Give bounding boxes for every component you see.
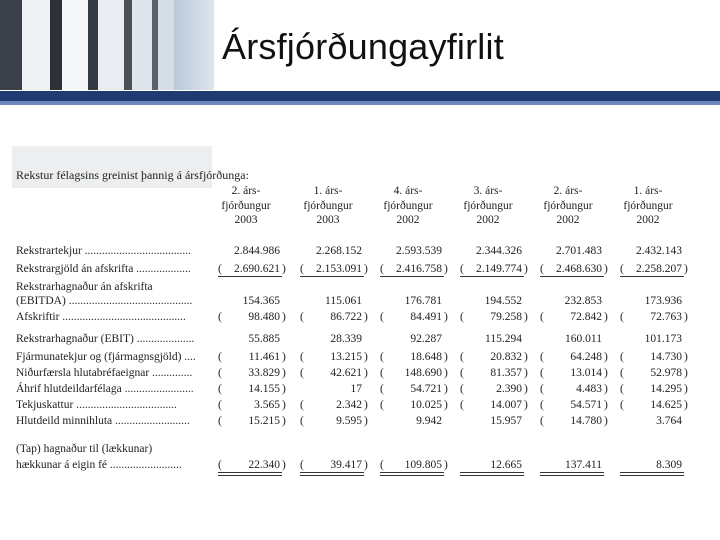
paren-open: ( bbox=[540, 263, 544, 275]
cell-value: 232.853 bbox=[564, 295, 602, 307]
row-label: hækkunar á eigin fé ......................... bbox=[16, 459, 182, 471]
paren-close: ) bbox=[524, 351, 528, 363]
paren-open: ( bbox=[540, 415, 544, 427]
cell-value: 101.173 bbox=[644, 333, 682, 345]
cell-value: 2.593.539 bbox=[396, 245, 442, 257]
cell-value: 115.294 bbox=[485, 333, 522, 345]
paren-close: ) bbox=[364, 351, 368, 363]
paren-open: ( bbox=[218, 311, 222, 323]
paren-open: ( bbox=[218, 459, 222, 471]
cell-value: 115.061 bbox=[325, 295, 362, 307]
column-header-line: fjórðungur bbox=[543, 199, 593, 212]
building-photo bbox=[0, 0, 214, 90]
cell-value: 2.416.758 bbox=[396, 263, 442, 275]
column-header bbox=[369, 184, 447, 228]
column-header-line: 4. árs- bbox=[393, 185, 423, 197]
paren-open: ( bbox=[380, 351, 384, 363]
cell-value: 17 bbox=[350, 383, 362, 395]
cell-value: 14.780 bbox=[570, 415, 602, 427]
column-header-line: 2002 bbox=[556, 214, 580, 226]
total-underline bbox=[540, 472, 604, 473]
cell-value: 98.480 bbox=[248, 311, 280, 323]
cell-value: 39.417 bbox=[330, 459, 362, 471]
column-header-line: fjórðungur bbox=[463, 199, 513, 212]
row-label: (EBITDA) ........................................... bbox=[16, 295, 193, 307]
paren-close: ) bbox=[604, 263, 608, 275]
paren-open: ( bbox=[620, 367, 624, 379]
paren-open: ( bbox=[300, 263, 304, 275]
paren-close: ) bbox=[604, 367, 608, 379]
paren-close: ) bbox=[684, 351, 688, 363]
subtotal-underline bbox=[460, 276, 524, 277]
paren-close: ) bbox=[282, 383, 286, 395]
cell-value: 54.721 bbox=[410, 383, 442, 395]
cell-value: 14.007 bbox=[490, 399, 522, 411]
paren-open: ( bbox=[460, 383, 464, 395]
column-header-line: fjórðungur bbox=[383, 199, 433, 212]
paren-close: ) bbox=[282, 263, 286, 275]
paren-open: ( bbox=[380, 263, 384, 275]
column-header-line: 2. árs- bbox=[553, 185, 583, 197]
column-header bbox=[449, 184, 527, 228]
paren-close: ) bbox=[524, 367, 528, 379]
cell-value: 22.340 bbox=[248, 459, 280, 471]
cell-value: 11.461 bbox=[248, 351, 280, 363]
column-header bbox=[289, 184, 367, 228]
cell-value: 33.829 bbox=[248, 367, 280, 379]
paren-open: ( bbox=[380, 311, 384, 323]
cell-value: 109.805 bbox=[404, 459, 442, 471]
row-label: (Tap) hagnaður til (lækkunar) bbox=[16, 443, 153, 455]
total-underline bbox=[300, 472, 364, 473]
paren-close: ) bbox=[684, 399, 688, 411]
paren-open: ( bbox=[300, 367, 304, 379]
row-label: Rekstrartekjur ..................................... bbox=[16, 245, 192, 257]
cell-value: 79.258 bbox=[490, 311, 522, 323]
paren-open: ( bbox=[380, 399, 384, 411]
total-underline bbox=[620, 475, 684, 476]
paren-close: ) bbox=[364, 263, 368, 275]
header-rule-accent bbox=[0, 101, 720, 105]
cell-value: 2.844.986 bbox=[234, 245, 280, 257]
cell-value: 14.155 bbox=[248, 383, 280, 395]
paren-close: ) bbox=[444, 367, 448, 379]
column-header-line: 2003 bbox=[316, 214, 340, 226]
cell-value: 148.690 bbox=[404, 367, 442, 379]
paren-open: ( bbox=[620, 383, 624, 395]
paren-close: ) bbox=[684, 383, 688, 395]
cell-value: 10.025 bbox=[410, 399, 442, 411]
paren-close: ) bbox=[282, 415, 286, 427]
cell-value: 154.365 bbox=[242, 295, 280, 307]
paren-close: ) bbox=[604, 351, 608, 363]
row-label: Áhrif hlutdeildarfélaga ........................ bbox=[16, 383, 194, 395]
cell-value: 9.595 bbox=[336, 415, 362, 427]
cell-value: 2.344.326 bbox=[476, 245, 522, 257]
column-header-line: 2002 bbox=[476, 214, 500, 226]
subtotal-underline bbox=[380, 276, 444, 277]
paren-close: ) bbox=[444, 263, 448, 275]
paren-close: ) bbox=[444, 311, 448, 323]
cell-value: 2.153.091 bbox=[316, 263, 362, 275]
paren-open: ( bbox=[540, 351, 544, 363]
paren-close: ) bbox=[364, 311, 368, 323]
column-header bbox=[207, 184, 285, 228]
cell-value: 86.722 bbox=[330, 311, 362, 323]
paren-open: ( bbox=[380, 367, 384, 379]
row-label: Hlutdeild minnihluta .......................... bbox=[16, 415, 190, 427]
column-header-line: fjórðungur bbox=[623, 199, 673, 212]
cell-value: 3.764 bbox=[656, 415, 682, 427]
paren-open: ( bbox=[540, 367, 544, 379]
paren-open: ( bbox=[300, 351, 304, 363]
column-header-line: 2002 bbox=[396, 214, 420, 226]
paren-open: ( bbox=[218, 367, 222, 379]
paren-open: ( bbox=[460, 351, 464, 363]
row-label: Fjármunatekjur og (fjármagnsgjöld) .... bbox=[16, 351, 196, 363]
paren-open: ( bbox=[460, 367, 464, 379]
paren-open: ( bbox=[218, 399, 222, 411]
paren-close: ) bbox=[604, 399, 608, 411]
cell-value: 9.942 bbox=[416, 415, 442, 427]
cell-value: 176.781 bbox=[404, 295, 442, 307]
paren-close: ) bbox=[684, 367, 688, 379]
total-underline bbox=[540, 475, 604, 476]
row-label: Tekjuskattur ................................... bbox=[16, 399, 177, 411]
column-header-line: 3. árs- bbox=[473, 185, 503, 197]
subtotal-underline bbox=[620, 276, 684, 277]
cell-value: 42.621 bbox=[330, 367, 362, 379]
cell-value: 2.342 bbox=[336, 399, 362, 411]
paren-close: ) bbox=[364, 415, 368, 427]
column-header bbox=[529, 184, 607, 228]
cell-value: 92.287 bbox=[410, 333, 442, 345]
cell-value: 72.763 bbox=[650, 311, 682, 323]
paren-close: ) bbox=[524, 311, 528, 323]
column-header-line: fjórðungur bbox=[303, 199, 353, 212]
cell-value: 160.011 bbox=[565, 333, 602, 345]
column-header-line: fjórðungur bbox=[221, 199, 271, 212]
paren-close: ) bbox=[524, 383, 528, 395]
paren-open: ( bbox=[620, 399, 624, 411]
cell-value: 52.978 bbox=[650, 367, 682, 379]
paren-close: ) bbox=[364, 399, 368, 411]
paren-close: ) bbox=[524, 399, 528, 411]
total-underline bbox=[620, 472, 684, 473]
paren-close: ) bbox=[524, 263, 528, 275]
paren-open: ( bbox=[620, 351, 624, 363]
quarterly-table-scan bbox=[12, 146, 712, 476]
cell-value: 20.832 bbox=[490, 351, 522, 363]
cell-value: 64.248 bbox=[570, 351, 602, 363]
paren-close: ) bbox=[282, 399, 286, 411]
cell-value: 8.309 bbox=[656, 459, 682, 471]
total-underline bbox=[300, 475, 364, 476]
cell-value: 15.957 bbox=[490, 415, 522, 427]
cell-value: 72.842 bbox=[570, 311, 602, 323]
intro-text: Rekstur félagsins greinist þannig á ársfjórðunga: bbox=[16, 168, 249, 182]
paren-close: ) bbox=[282, 367, 286, 379]
cell-value: 13.215 bbox=[330, 351, 362, 363]
paren-open: ( bbox=[540, 399, 544, 411]
total-underline bbox=[380, 475, 444, 476]
column-header-line: 1. árs- bbox=[633, 185, 663, 197]
column-header-line: 1. árs- bbox=[313, 185, 343, 197]
paren-open: ( bbox=[620, 311, 624, 323]
subtotal-underline bbox=[540, 276, 604, 277]
column-header bbox=[609, 184, 687, 228]
cell-value: 173.936 bbox=[644, 295, 682, 307]
cell-value: 28.339 bbox=[330, 333, 362, 345]
paren-open: ( bbox=[218, 383, 222, 395]
cell-value: 2.690.621 bbox=[234, 263, 280, 275]
paren-close: ) bbox=[604, 383, 608, 395]
total-underline bbox=[218, 472, 282, 473]
paren-open: ( bbox=[218, 263, 222, 275]
row-label: Niðurfærsla hlutabréfaeignar .............. bbox=[16, 367, 193, 379]
subtotal-underline bbox=[218, 276, 282, 277]
paren-close: ) bbox=[364, 459, 368, 471]
cell-value: 194.552 bbox=[484, 295, 522, 307]
cell-value: 13.014 bbox=[570, 367, 602, 379]
paren-close: ) bbox=[604, 415, 608, 427]
paren-open: ( bbox=[460, 263, 464, 275]
cell-value: 3.565 bbox=[254, 399, 280, 411]
paren-close: ) bbox=[282, 311, 286, 323]
cell-value: 81.357 bbox=[490, 367, 522, 379]
page-title: Ársfjórðungayfirlit bbox=[222, 26, 504, 67]
cell-value: 2.258.207 bbox=[636, 263, 682, 275]
cell-value: 2.149.774 bbox=[476, 263, 522, 275]
cell-value: 2.432.143 bbox=[636, 245, 682, 257]
cell-value: 14.295 bbox=[650, 383, 682, 395]
paren-close: ) bbox=[604, 311, 608, 323]
cell-value: 2.268.152 bbox=[316, 245, 362, 257]
column-header-line: 2003 bbox=[234, 214, 258, 226]
paren-close: ) bbox=[282, 351, 286, 363]
paren-close: ) bbox=[444, 351, 448, 363]
paren-open: ( bbox=[300, 459, 304, 471]
paren-open: ( bbox=[620, 263, 624, 275]
paren-close: ) bbox=[364, 367, 368, 379]
row-label: Afskriftir ........................................... bbox=[16, 311, 186, 323]
cell-value: 54.571 bbox=[570, 399, 602, 411]
paren-open: ( bbox=[460, 399, 464, 411]
cell-value: 2.701.483 bbox=[556, 245, 602, 257]
paren-close: ) bbox=[684, 263, 688, 275]
cell-value: 18.648 bbox=[410, 351, 442, 363]
total-underline bbox=[218, 475, 282, 476]
row-label: Rekstrargjöld án afskrifta ................... bbox=[16, 263, 191, 275]
cell-value: 15.215 bbox=[248, 415, 280, 427]
cell-value: 137.411 bbox=[565, 459, 602, 471]
paren-open: ( bbox=[300, 399, 304, 411]
total-underline bbox=[380, 472, 444, 473]
paren-close: ) bbox=[282, 459, 286, 471]
cell-value: 14.730 bbox=[650, 351, 682, 363]
paren-open: ( bbox=[540, 383, 544, 395]
column-header-line: 2002 bbox=[636, 214, 660, 226]
paren-close: ) bbox=[444, 399, 448, 411]
cell-value: 12.665 bbox=[490, 459, 522, 471]
total-underline bbox=[460, 472, 524, 473]
paren-open: ( bbox=[460, 311, 464, 323]
cell-value: 4.483 bbox=[576, 383, 602, 395]
total-underline bbox=[460, 475, 524, 476]
column-header-line: 2. árs- bbox=[231, 185, 261, 197]
paren-open: ( bbox=[218, 351, 222, 363]
row-label: Rekstrarhagnaður án afskrifta bbox=[16, 281, 153, 293]
cell-value: 14.625 bbox=[650, 399, 682, 411]
paren-close: ) bbox=[444, 459, 448, 471]
paren-open: ( bbox=[300, 311, 304, 323]
paren-close: ) bbox=[444, 383, 448, 395]
cell-value: 2.390 bbox=[496, 383, 522, 395]
cell-value: 55.885 bbox=[248, 333, 280, 345]
paren-open: ( bbox=[380, 383, 384, 395]
row-label: Rekstrarhagnaður (EBIT) .................... bbox=[16, 333, 195, 345]
paren-open: ( bbox=[380, 459, 384, 471]
paren-open: ( bbox=[540, 311, 544, 323]
cell-value: 84.491 bbox=[410, 311, 442, 323]
subtotal-underline bbox=[300, 276, 364, 277]
paren-open: ( bbox=[300, 415, 304, 427]
header-rule bbox=[0, 91, 720, 101]
paren-open: ( bbox=[218, 415, 222, 427]
paren-close: ) bbox=[684, 311, 688, 323]
cell-value: 2.468.630 bbox=[556, 263, 602, 275]
